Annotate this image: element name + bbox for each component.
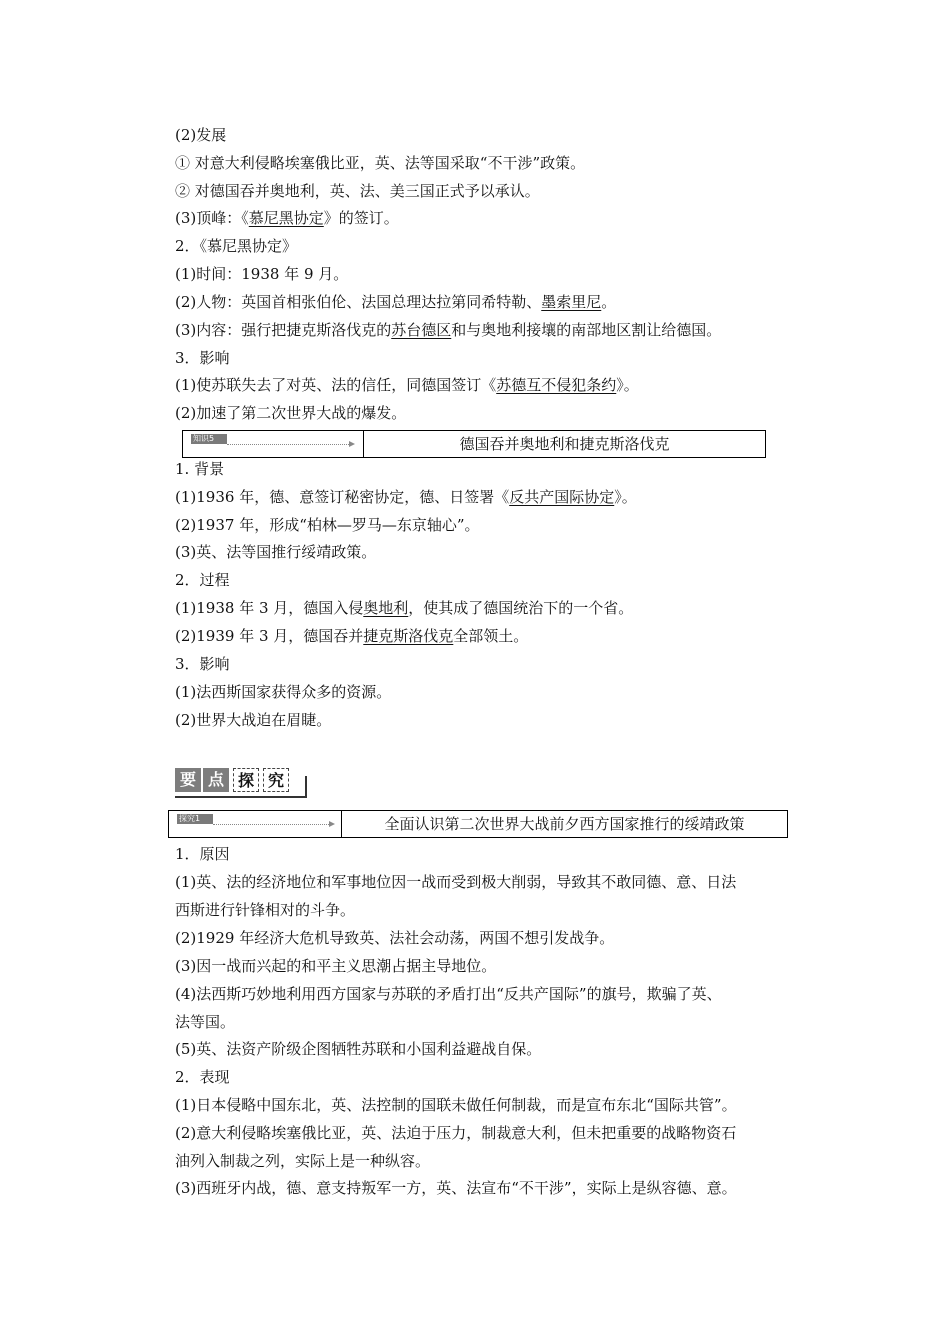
text-line [175, 236, 297, 256]
heading-rule-end [305, 776, 307, 798]
text-line [175, 403, 406, 423]
text-run: 2．过程 [175, 571, 230, 589]
tag-chip: 知识5 [191, 434, 227, 444]
text-run: 。 [601, 293, 617, 311]
text-run: (1)时间：1938 年 9 月。 [175, 265, 349, 283]
text-run: 法等国。 [175, 1013, 236, 1031]
text-run: (2)意大利侵略埃塞俄比亚，英、法迫于压力，制裁意大利，但未把重要的战略物资石 [175, 1124, 737, 1142]
text-run: 2．表现 [175, 1068, 230, 1086]
text-run: 西斯进行针锋相对的斗争。 [175, 901, 356, 919]
heading-char: 探 [233, 768, 259, 792]
text-run: (1)法西斯国家获得众多的资源。 [175, 683, 392, 701]
text-line [175, 1067, 230, 1087]
text-line [175, 1095, 737, 1115]
banner-title: 全面认识第二次世界大战前夕西方国家推行的绥靖政策 [384, 815, 745, 833]
heading-char: 究 [263, 768, 289, 792]
text-run: (1)使苏联失去了对英、法的信任，同德国签订《 [175, 376, 497, 394]
text-line [175, 1178, 737, 1198]
knowledge-banner [182, 430, 766, 458]
text-line [175, 844, 230, 864]
text-run: (1)1936 年，德、意签订秘密协定，德、日签署《 [175, 488, 510, 506]
text-line [175, 375, 639, 395]
text-line [175, 487, 637, 507]
text-run: (1)英、法的经济地位和军事地位因一战而受到极大削弱，导致其不敢同德、意、日法 [175, 873, 737, 891]
text-run: 》的签订。 [323, 209, 399, 227]
banner-tag [183, 431, 364, 457]
text-run: ① 对意大利侵略埃塞俄比亚，英、法等国采取“不干涉”政策。 [175, 154, 586, 172]
text-line [175, 682, 391, 702]
text-run: (3)英、法等国推行绥靖政策。 [175, 543, 377, 561]
text-line [175, 1123, 736, 1143]
text-run: (4)法西斯巧妙地利用西方国家与苏联的矛盾打出“反共产国际”的旗号，欺骗了英、 [175, 985, 722, 1003]
arrow-icon [227, 444, 353, 445]
text-line [175, 320, 721, 340]
underlined-term: 奥地利 [363, 599, 409, 617]
text-line [175, 181, 540, 201]
text-line [175, 956, 496, 976]
text-run: (2)1939 年 3 月，德国吞并 [175, 627, 364, 645]
text-run: (2)1937 年，形成“柏林—罗马—东京轴心”。 [175, 516, 480, 534]
text-run: (3)因一战而兴起的和平主义思潮占据主导地位。 [175, 957, 497, 975]
underlined-term: 慕尼黑协定 [248, 209, 324, 227]
text-run: 油列入制裁之列，实际上是一种纵容。 [175, 1152, 431, 1170]
text-run: (3)顶峰：《 [175, 209, 249, 227]
underlined-term: 墨索里尼 [541, 293, 602, 311]
text-run: 》。 [614, 488, 637, 506]
text-run: 1. 背景 [175, 460, 225, 478]
underlined-term: 苏台德区 [391, 321, 452, 339]
text-run: (2)世界大战迫在眉睫。 [175, 711, 332, 729]
text-line [175, 125, 226, 145]
text-run: 1．原因 [175, 845, 230, 863]
text-run: 3．影响 [175, 655, 230, 673]
text-line [175, 710, 331, 730]
text-line [175, 626, 528, 646]
banner-title: 德国吞并奥地利和捷克斯洛伐克 [459, 435, 670, 453]
text-line [175, 1039, 541, 1059]
text-line [175, 1151, 430, 1171]
section-heading [175, 766, 307, 798]
text-line [175, 459, 224, 479]
text-run: 2．《慕尼黑协定》 [175, 237, 298, 255]
heading-char: 要 [175, 768, 201, 792]
text-line [175, 900, 355, 920]
explore-banner [168, 810, 788, 838]
underlined-term: 苏德互不侵犯条约 [496, 376, 617, 394]
text-run: 和与奥地利接壤的南部地区割让给德国。 [451, 321, 722, 339]
text-line [175, 292, 616, 312]
text-run: (1)1938 年 3 月，德国入侵 [175, 599, 364, 617]
text-line [175, 872, 736, 892]
banner-tag [169, 811, 342, 837]
text-line [175, 1012, 235, 1032]
tag-chip: 探究1 [177, 814, 213, 824]
text-line [175, 208, 399, 228]
heading-rule [175, 796, 307, 798]
text-line [175, 515, 480, 535]
heading-char: 点 [203, 768, 229, 792]
text-run: (5)英、法资产阶级企图牺牲苏联和小国利益避战自保。 [175, 1040, 542, 1058]
text-run: 》。 [616, 376, 639, 394]
text-line [175, 153, 585, 173]
text-line [175, 542, 376, 562]
text-line [175, 984, 722, 1004]
underlined-term: 捷克斯洛伐克 [363, 627, 454, 645]
text-line [175, 264, 348, 284]
text-run: (3)内容：强行把捷克斯洛伐克的 [175, 321, 392, 339]
text-line [175, 598, 633, 618]
text-run: (2)1929 年经济大危机导致英、法社会动荡，两国不想引发战争。 [175, 929, 615, 947]
text-run: 全部领土。 [453, 627, 529, 645]
text-run: (2)人物：英国首相张伯伦、法国总理达拉第同希特勒、 [175, 293, 542, 311]
text-run: (1)日本侵略中国东北，英、法控制的国联未做任何制裁，而是宣布东北“国际共管”。 [175, 1096, 737, 1114]
text-run: 3．影响 [175, 349, 230, 367]
text-line [175, 928, 614, 948]
text-run: ② 对德国吞并奥地利，英、法、美三国正式予以承认。 [175, 182, 540, 200]
text-line [175, 348, 230, 368]
text-run: (2)加速了第二次世界大战的爆发。 [175, 404, 407, 422]
text-run: ，使其成了德国统治下的一个省。 [408, 599, 634, 617]
text-line [175, 654, 230, 674]
text-run: (3)西班牙内战，德、意支持叛军一方，英、法宣布“不干涉”，实际上是纵容德、意。 [175, 1179, 737, 1197]
arrow-icon [213, 824, 333, 825]
text-line [175, 570, 230, 590]
text-run: (2)发展 [175, 126, 227, 144]
underlined-term: 反共产国际协定 [509, 488, 615, 506]
